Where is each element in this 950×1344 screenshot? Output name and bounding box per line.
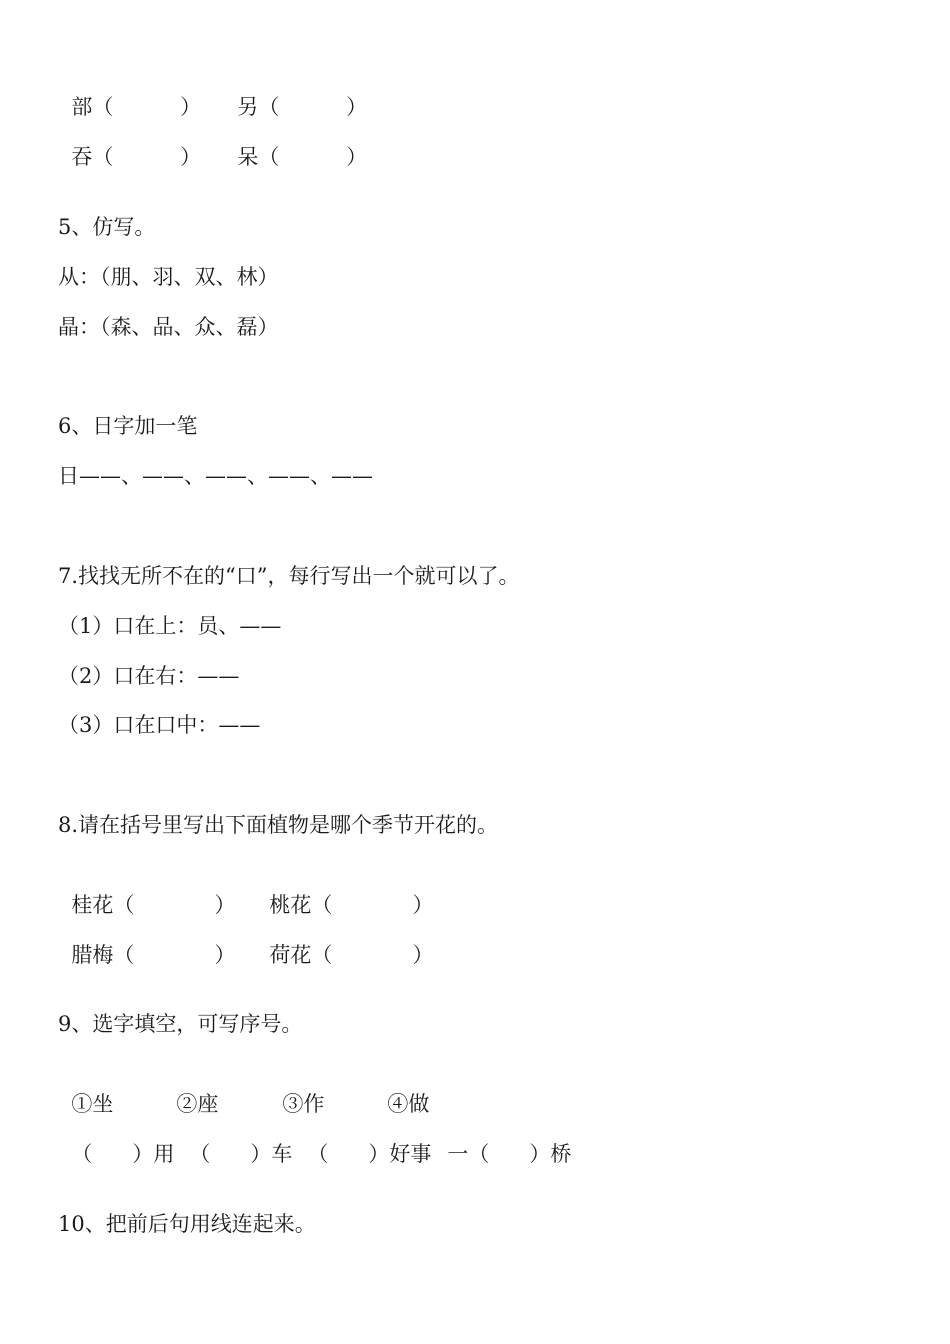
q9-option-2: ②座 [176,1092,219,1116]
q4-row2-item1: 吞（ ） [71,145,202,169]
q9-option-3: ③作 [282,1092,325,1116]
q4-row1-item2: 另（ ） [237,95,368,119]
q8-row2-item1: 腊梅（ ） [71,943,236,967]
q7-item1: （1）口在上：员、—— [58,614,282,638]
q9-blank-2: （ ）车 [189,1142,293,1166]
q9-blank-1: （ ）用 [71,1142,175,1166]
q7-item3: （3）口在口中：—— [58,713,261,737]
q8-title: 8.请在括号里写出下面植物是哪个季节开花的。 [58,813,499,837]
q7-title: 7.找找无所不在的“口”，每行写出一个就可以了。 [58,564,520,588]
q4-row2 [58,112,367,172]
q9-blank-4: 一（ ）桥 [447,1142,572,1166]
q4-row2-item2: 呆（ ） [237,145,368,169]
q9-blanks [58,1109,571,1169]
q5-line2: 晶：（森、品、众、磊） [58,315,279,339]
q9-option-4: ④做 [387,1092,430,1116]
q9-title: 9、选字填空，可写序号。 [58,1012,303,1036]
q5-title: 5、仿写。 [58,215,156,239]
q8-row2-item2: 荷花（ ） [269,943,434,967]
q8-row1-item1: 桂花（ ） [71,893,236,917]
q6-title: 6、日字加一笔 [58,414,198,438]
q4-row1-item1: 部（ ） [71,95,202,119]
q6-line1: 日——、——、——、——、—— [58,464,373,488]
q7-item2: （2）口在右：—— [58,664,240,688]
q8-row1-item2: 桃花（ ） [269,893,434,917]
q10-title: 10、把前后句用线连起来。 [58,1212,316,1236]
q8-row2 [58,910,433,970]
q9-blank-3: （ ）好事 [307,1142,432,1166]
q9-option-1: ①坐 [71,1092,114,1116]
q5-line1: 从：（朋、羽、双、林） [58,265,279,289]
